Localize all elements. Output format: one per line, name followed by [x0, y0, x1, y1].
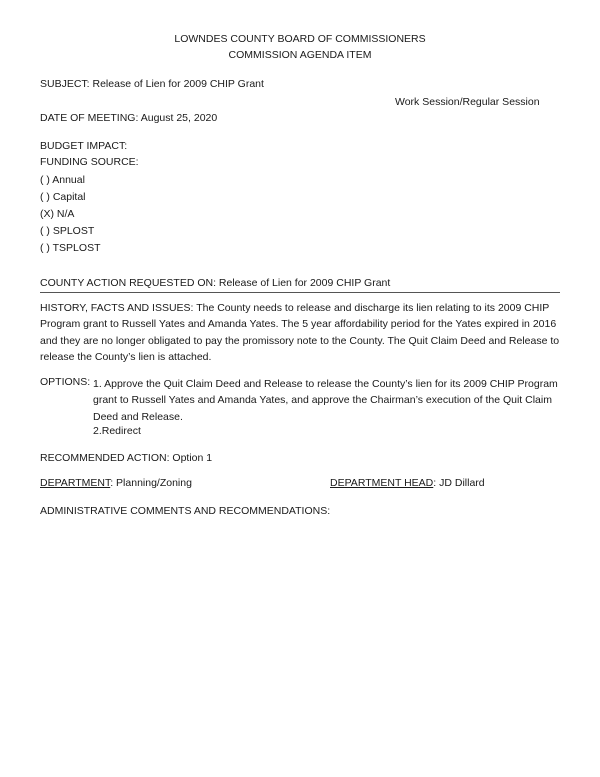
history-facts: HISTORY, FACTS AND ISSUES: The County needs to release and discharge its lien relating to its 2009 CHIP Program grant to Russell Yates and Amanda Yates. The 5 year affordability period for the Yates expired in 2016 and they are no longer obligated to pay the promissory note to the County. The Quit Claim Deed and Release to release the County’s lien is attached. [40, 302, 560, 363]
department-head-label: DEPARTMENT HEAD [330, 477, 434, 489]
meeting-date: DATE OF MEETING: August 25, 2020 [40, 112, 218, 124]
option-1: 1. Approve the Quit Claim Deed and Release to release the County’s lien for its 2009 CHIP Program grant to Russell Yates and Amanda Yates, and approve the Chairman’s execution of the Quit Claim Deed and Release. [93, 378, 558, 423]
recommended-action: RECOMMENDED ACTION: Option 1 [40, 452, 213, 464]
department-label: DEPARTMENT [40, 477, 111, 489]
funding-option: (X) N/A [40, 208, 75, 220]
county-action: COUNTY ACTION REQUESTED ON: Release of Lien for 2009 CHIP Grant [40, 277, 391, 289]
session-type: Work Session/Regular Session [395, 96, 540, 108]
funding-source: FUNDING SOURCE: [40, 156, 139, 168]
subject: SUBJECT: Release of Lien for 2009 CHIP Grant [40, 78, 264, 90]
options-label: OPTIONS: [40, 376, 91, 388]
department [40, 477, 192, 489]
admin-comments: ADMINISTRATIVE COMMENTS AND RECOMMENDATIONS: [40, 505, 331, 517]
header-line-1: LOWNDES COUNTY BOARD OF COMMISSIONERS [174, 33, 426, 45]
budget-impact: BUDGET IMPACT: [40, 140, 128, 152]
divider [40, 292, 560, 293]
department-head [330, 477, 485, 489]
funding-option: ( ) Annual [40, 174, 85, 186]
funding-option: ( ) Capital [40, 191, 86, 203]
option-2: 2.Redirect [93, 425, 141, 437]
funding-option: ( ) SPLOST [40, 225, 95, 237]
department-head-value: : JD Dillard [433, 477, 485, 489]
funding-option: ( ) TSPLOST [40, 242, 101, 254]
department-value: : Planning/Zoning [110, 477, 192, 489]
header-line-2: COMMISSION AGENDA ITEM [228, 49, 372, 61]
